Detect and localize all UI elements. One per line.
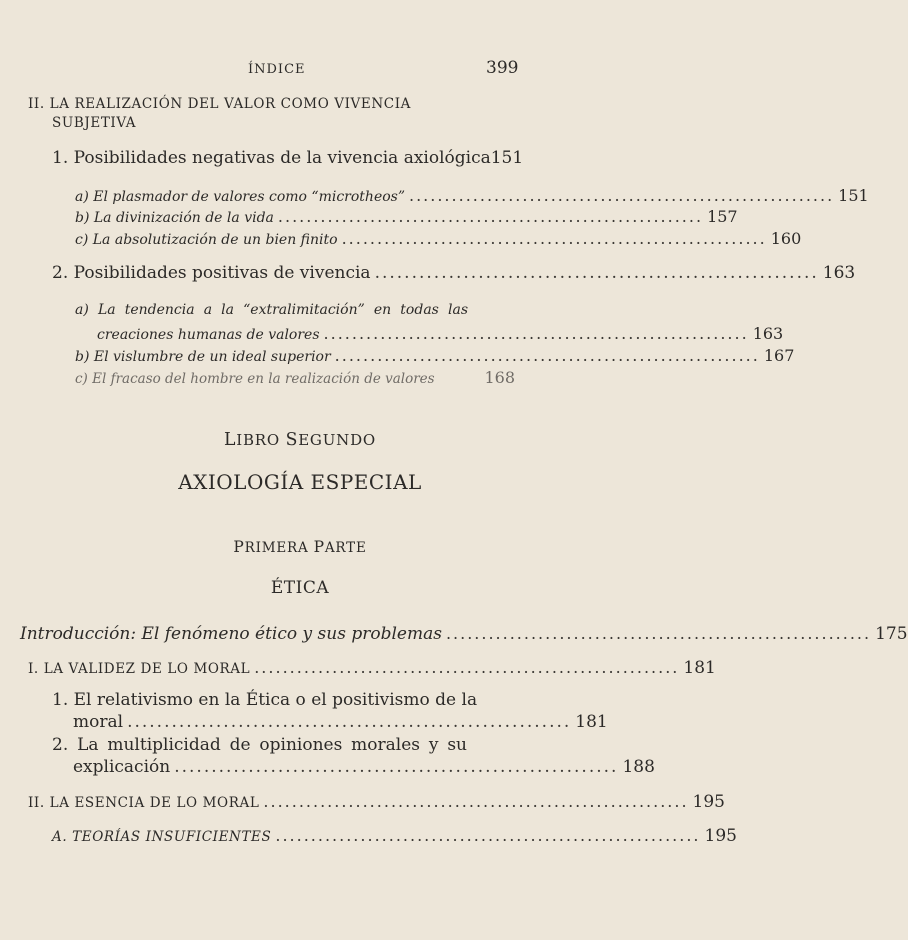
toc-entry-label: a) El plasmador de valores como “microtheos”: [75, 189, 405, 205]
toc-entry: [97, 324, 784, 343]
toc-entry-page: 188: [622, 757, 655, 777]
leader-dots: ............................................................: [127, 712, 572, 732]
toc-entry-label: explicación: [73, 757, 171, 777]
toc-entry: [28, 792, 725, 812]
toc-entry-page: 168: [484, 368, 515, 387]
toc-entry: [52, 148, 524, 168]
toc-entry: [73, 712, 608, 732]
part-title: ÉTICA: [270, 578, 330, 598]
toc-entry-line1: 1. El relativismo en la Ética o el positivismo de la: [52, 690, 478, 710]
toc-entry-line1: a) La tendencia a la “extralimitación” en todas las: [75, 302, 468, 318]
leader-dots: ............................................................: [174, 757, 619, 777]
leader-dots: ............................................................: [445, 624, 872, 643]
toc-entry: [20, 624, 908, 644]
running-header-title: ÍNDICE: [248, 62, 306, 77]
leader-dots: ............................................................: [254, 658, 680, 677]
section-heading-line2: SUBJETIVA: [52, 115, 137, 131]
toc-entry-page: 181: [575, 712, 608, 732]
toc-entry-line1: 2. La multiplicidad de opiniones morales y su: [52, 735, 467, 755]
toc-entry-page: 175: [875, 624, 908, 644]
toc-entry-label: creaciones humanas de valores: [97, 327, 320, 343]
toc-entry-label: 2. Posibilidades positivas de vivencia: [52, 263, 371, 283]
leader-dots: ............................................................: [275, 826, 701, 845]
toc-entry: [75, 229, 802, 248]
toc-entry-label: b) El vislumbre de un ideal superior: [75, 349, 331, 365]
toc-entry-label: b) La divinización de la vida: [75, 210, 274, 226]
toc-entry-page: 151: [490, 148, 524, 168]
part-label: PRIMERA PARTE: [233, 538, 367, 556]
toc-entry: [75, 207, 738, 226]
toc-entry-page: 181: [683, 658, 716, 678]
leader-dots: ............................................................: [323, 324, 749, 343]
toc-entry: [75, 346, 795, 365]
toc-entry-page: 160: [770, 229, 802, 248]
toc-entry-page: 195: [704, 826, 737, 846]
section-heading-line1: II. LA REALIZACIÓN DEL VALOR COMO VIVENCIA: [28, 96, 411, 112]
toc-entry-label: I. LA VALIDEZ DE LO MORAL: [28, 661, 251, 677]
leader-dots: ............................................................: [409, 186, 835, 205]
toc-entry: [28, 658, 716, 678]
leader-dots: ............................................................: [341, 229, 767, 248]
toc-entry-label: II. LA ESENCIA DE LO MORAL: [28, 795, 260, 811]
toc-entry-label: moral: [73, 712, 124, 732]
toc-entry-label: c) La absolutización de un bien finito: [75, 232, 338, 248]
toc-entry: [75, 368, 515, 387]
book-label: LIBRO SEGUNDO: [223, 430, 377, 450]
toc-entry-page: 151: [838, 186, 869, 205]
leader-dots: ............................................................: [277, 207, 704, 226]
toc-entry-label: c) El fracaso del hombre en la realización de valores: [75, 371, 435, 387]
leader-dots: ............................................................: [263, 792, 689, 811]
toc-entry-page: 157: [707, 207, 738, 226]
toc-entry-page: 195: [692, 792, 725, 812]
toc-entry-page: 163: [822, 263, 856, 283]
leader-dots: ............................................................: [334, 346, 760, 365]
toc-entry-label: Introducción: El fenómeno ético y sus problemas: [20, 624, 442, 644]
toc-entry-page: 163: [752, 324, 784, 343]
page-number: 399: [486, 58, 519, 78]
toc-entry: [75, 186, 869, 205]
toc-entry: [73, 757, 655, 777]
toc-entry-label: 1. Posibilidades negativas de la vivencia axiológica: [52, 148, 491, 168]
leader-dots: ............................................................: [374, 263, 819, 283]
toc-entry-label: A. TEORÍAS INSUFICIENTES: [52, 829, 272, 845]
toc-entry-page: 167: [763, 346, 795, 365]
book-title: AXIOLOGÍA ESPECIAL: [178, 470, 422, 494]
toc-entry: [52, 263, 856, 283]
toc-entry: [52, 826, 737, 846]
